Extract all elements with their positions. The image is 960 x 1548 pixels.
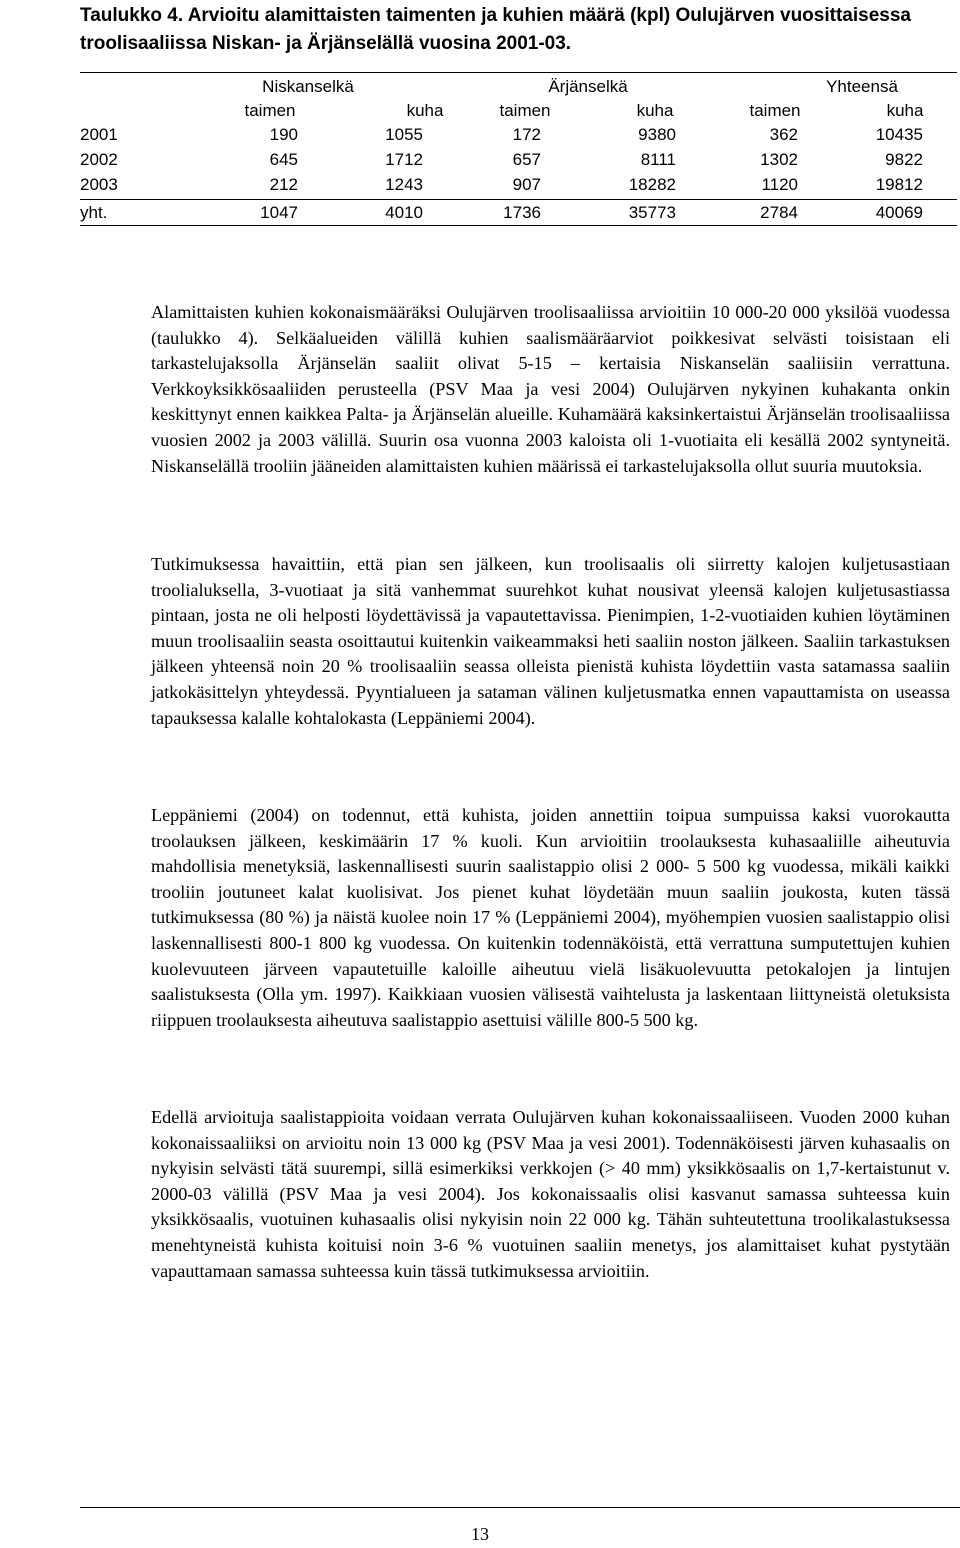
table-caption: Taulukko 4. Arvioitu alamittaisten taimenten ja kuhien määrä (kpl) Oulujärven vuosittaisessa troolisaaliissa Niskan- ja Ärjänselällä vuosina 2001-03. xyxy=(80,5,911,54)
paragraph: Tutkimuksessa havaittiin, että pian sen jälkeen, kun troolisaalis oli siirretty kalojen kuljetusastiaan troolialuksella, 3-vuotiaat ja sitä vanhemmat suurehkot kuhat nousivat yleensä kalojen kuljetusastiassa pintaan, josta ne oli helposti löydettävissä ja vapautettavissa. Pienimpien, 1-2-vuotiaiden kuhien löytäminen muun troolisaaliin seasta osoittautui kuitenkin vaikeammaksi heti saaliin noston jälkeen. Saaliin tarkastuksen jälkeen yhteensä noin 20 % troolisaaliin seassa olleista pienistä kuhista löydettiin vasta satamassa saaliin jatkokäsittelyn yhteydessä. Pyyntialueen ja sataman välinen kuljetusmatka ennen vapauttamista on useassa tapauksessa kalalle kohtalokasta (Leppäniemi 2004). xyxy=(151,554,950,728)
paragraph: Edellä arvioituja saalistappioita voidaan verrata Oulujärven kuhan kokonaissaaliiseen. Vuoden 2000 kuhan kokonaissaaliiksi on arvioitu noin 13 000 kg (PSV Maa ja vesi 2001). Todennäköisesti järven kuhasaalis on nykyisin selvästi tätä suurempi, sillä esimerkiksi verkkojen (> 40 mm) yksikkösaalis on 1,7-kertaistunut v. 2000-03 välillä (PSV Maa ja vesi 2004). Jos kokonaissaalis olisi kasvanut samassa suhteessa kuin yksikkösaalis, vuotuinen kuhasaalis olisi nykyisin noin 22 000 kg. Tähän suhteutettuna troolikalastuksessa menehtyneistä kuhista koituisi noin 3-6 % vuotuinen saaliin menetys, jos alamittaiset kuhat pystytään vapauttamaan samassa suhteessa kuin tässä tutkimuksessa arvioitiin. xyxy=(151,1107,950,1281)
table-cell: 657 xyxy=(512,150,541,169)
table-cell: 2784 xyxy=(760,203,798,222)
table-cell: 645 xyxy=(269,150,298,169)
row-label: yht. xyxy=(80,203,108,222)
table-cell: 212 xyxy=(269,175,298,194)
table-cell: 8111 xyxy=(640,150,676,169)
table-cell: 1047 xyxy=(260,203,298,222)
group-yhteensa: Yhteensä xyxy=(826,77,898,96)
table-cell: 18282 xyxy=(628,175,676,194)
table-cell: 35773 xyxy=(628,203,676,222)
table-cell: 1302 xyxy=(760,150,798,169)
table-cell: 907 xyxy=(512,175,541,194)
subheader-cell: taimen xyxy=(749,101,801,120)
table-cell: 9380 xyxy=(638,125,676,144)
table-cell: 190 xyxy=(269,125,298,144)
subheader-cell: taimen xyxy=(499,101,551,120)
subheader-cell: kuha xyxy=(886,101,924,120)
subheader-cell: kuha xyxy=(406,101,444,120)
table-row xyxy=(80,148,957,172)
group-arjanselka: Ärjänselkä xyxy=(548,77,628,96)
table-cell: 1736 xyxy=(503,203,541,222)
table-cell: 1712 xyxy=(385,150,423,169)
table-row xyxy=(80,173,957,197)
paragraph: Alamittaisten kuhien kokonaismääräksi Oulujärven troolisaaliissa arvioitiin 10 000-20 000 yksilöä vuodessa (taulukko 4). Selkäalueiden välillä kuhien saalismääräarviot poikkesivat selvästi toisistaan eli tarkastelujaksolla Ärjänselän saaliit olivat 5-15 – kertaisia Niskanselän saaliisiin verrattuna. Verkkoyksikkösaaliiden perusteella (PSV Maa ja vesi 2004) Oulujärven nykyinen kuhakanta onkin keskittynyt ennen kaikkea Palta- ja Ärjänselän alueille. Kuhamäärä kaksinkertaistui Ärjänselän troolisaaliissa vuosien 2002 ja 2003 välillä. Suurin osa vuonna 2003 kaloista oli 1-vuotiaita eli kesällä 2002 syntyneitä. Niskanselällä trooliin jääneiden alamittaisten kuhien määrissä ei tarkastelujaksolla ollut suuria muutoksia. xyxy=(151,302,950,476)
table-row xyxy=(80,123,957,147)
table-total-rule xyxy=(80,199,957,200)
group-niskanselka: Niskanselkä xyxy=(262,77,354,96)
table-cell: 19812 xyxy=(875,175,923,194)
table-cell: 4010 xyxy=(385,203,423,222)
table-cell: 172 xyxy=(512,125,541,144)
table-subheader xyxy=(80,99,957,123)
table-cell: 1243 xyxy=(385,175,423,194)
table-cell: 40069 xyxy=(875,203,923,222)
table-cell: 1120 xyxy=(761,175,798,194)
row-label: 2002 xyxy=(80,150,118,169)
row-label: 2003 xyxy=(80,175,118,194)
table-cell: 9822 xyxy=(885,150,923,169)
page-number: 13 xyxy=(471,1524,489,1544)
footer-rule xyxy=(80,1507,960,1508)
subheader-cell: taimen xyxy=(244,101,296,120)
paragraph: Leppäniemi (2004) on todennut, että kuhista, joiden annettiin toipua sumpuissa kaksi vuorokautta troolauksen jälkeen, keskimäärin 17 % kuoli. Kun arvioitiin troolauksesta kuhasaaliille aiheutuvia mahdollisia menetyksiä, laskennallisesti suurin saalistappio olisi 2 000- 5 500 kg vuodessa, mikäli kaikki trooliin joutuneet kalat kuolisivat. Jos pienet kuhat löydetään muun saaliin joukosta, kuten tässä tutkimuksessa (80 %) ja näistä kuolee noin 17 % (Leppäniemi 2004), myöhempien vuosien saalistappio olisi laskennallisesti 800-1 800 kg vuodessa. On kuitenkin todennäköistä, että verrattuna sumputettujen kuhien kuolevuuteen järveen vapautetuille kaloille aiheutuu vielä lisäkuolevuutta petokalojen ja lintujen saalistuksesta (Olla ym. 1997). Kaikkiaan vuosien välisestä vaihtelusta ja laskentaan liittyneistä oletuksista riippuen troolauksesta aiheutuva saalistappio asettuisi välille 800-5 500 kg. xyxy=(151,805,950,1030)
table-bottom-rule xyxy=(80,225,957,226)
subheader-cell: kuha xyxy=(636,101,674,120)
table-group-header xyxy=(80,75,957,99)
row-label: 2001 xyxy=(80,125,118,144)
table-cell: 1055 xyxy=(385,125,423,144)
table-total-row xyxy=(80,201,957,225)
table-top-rule xyxy=(80,72,957,73)
table-cell: 10435 xyxy=(875,125,923,144)
table-cell: 362 xyxy=(769,125,798,144)
